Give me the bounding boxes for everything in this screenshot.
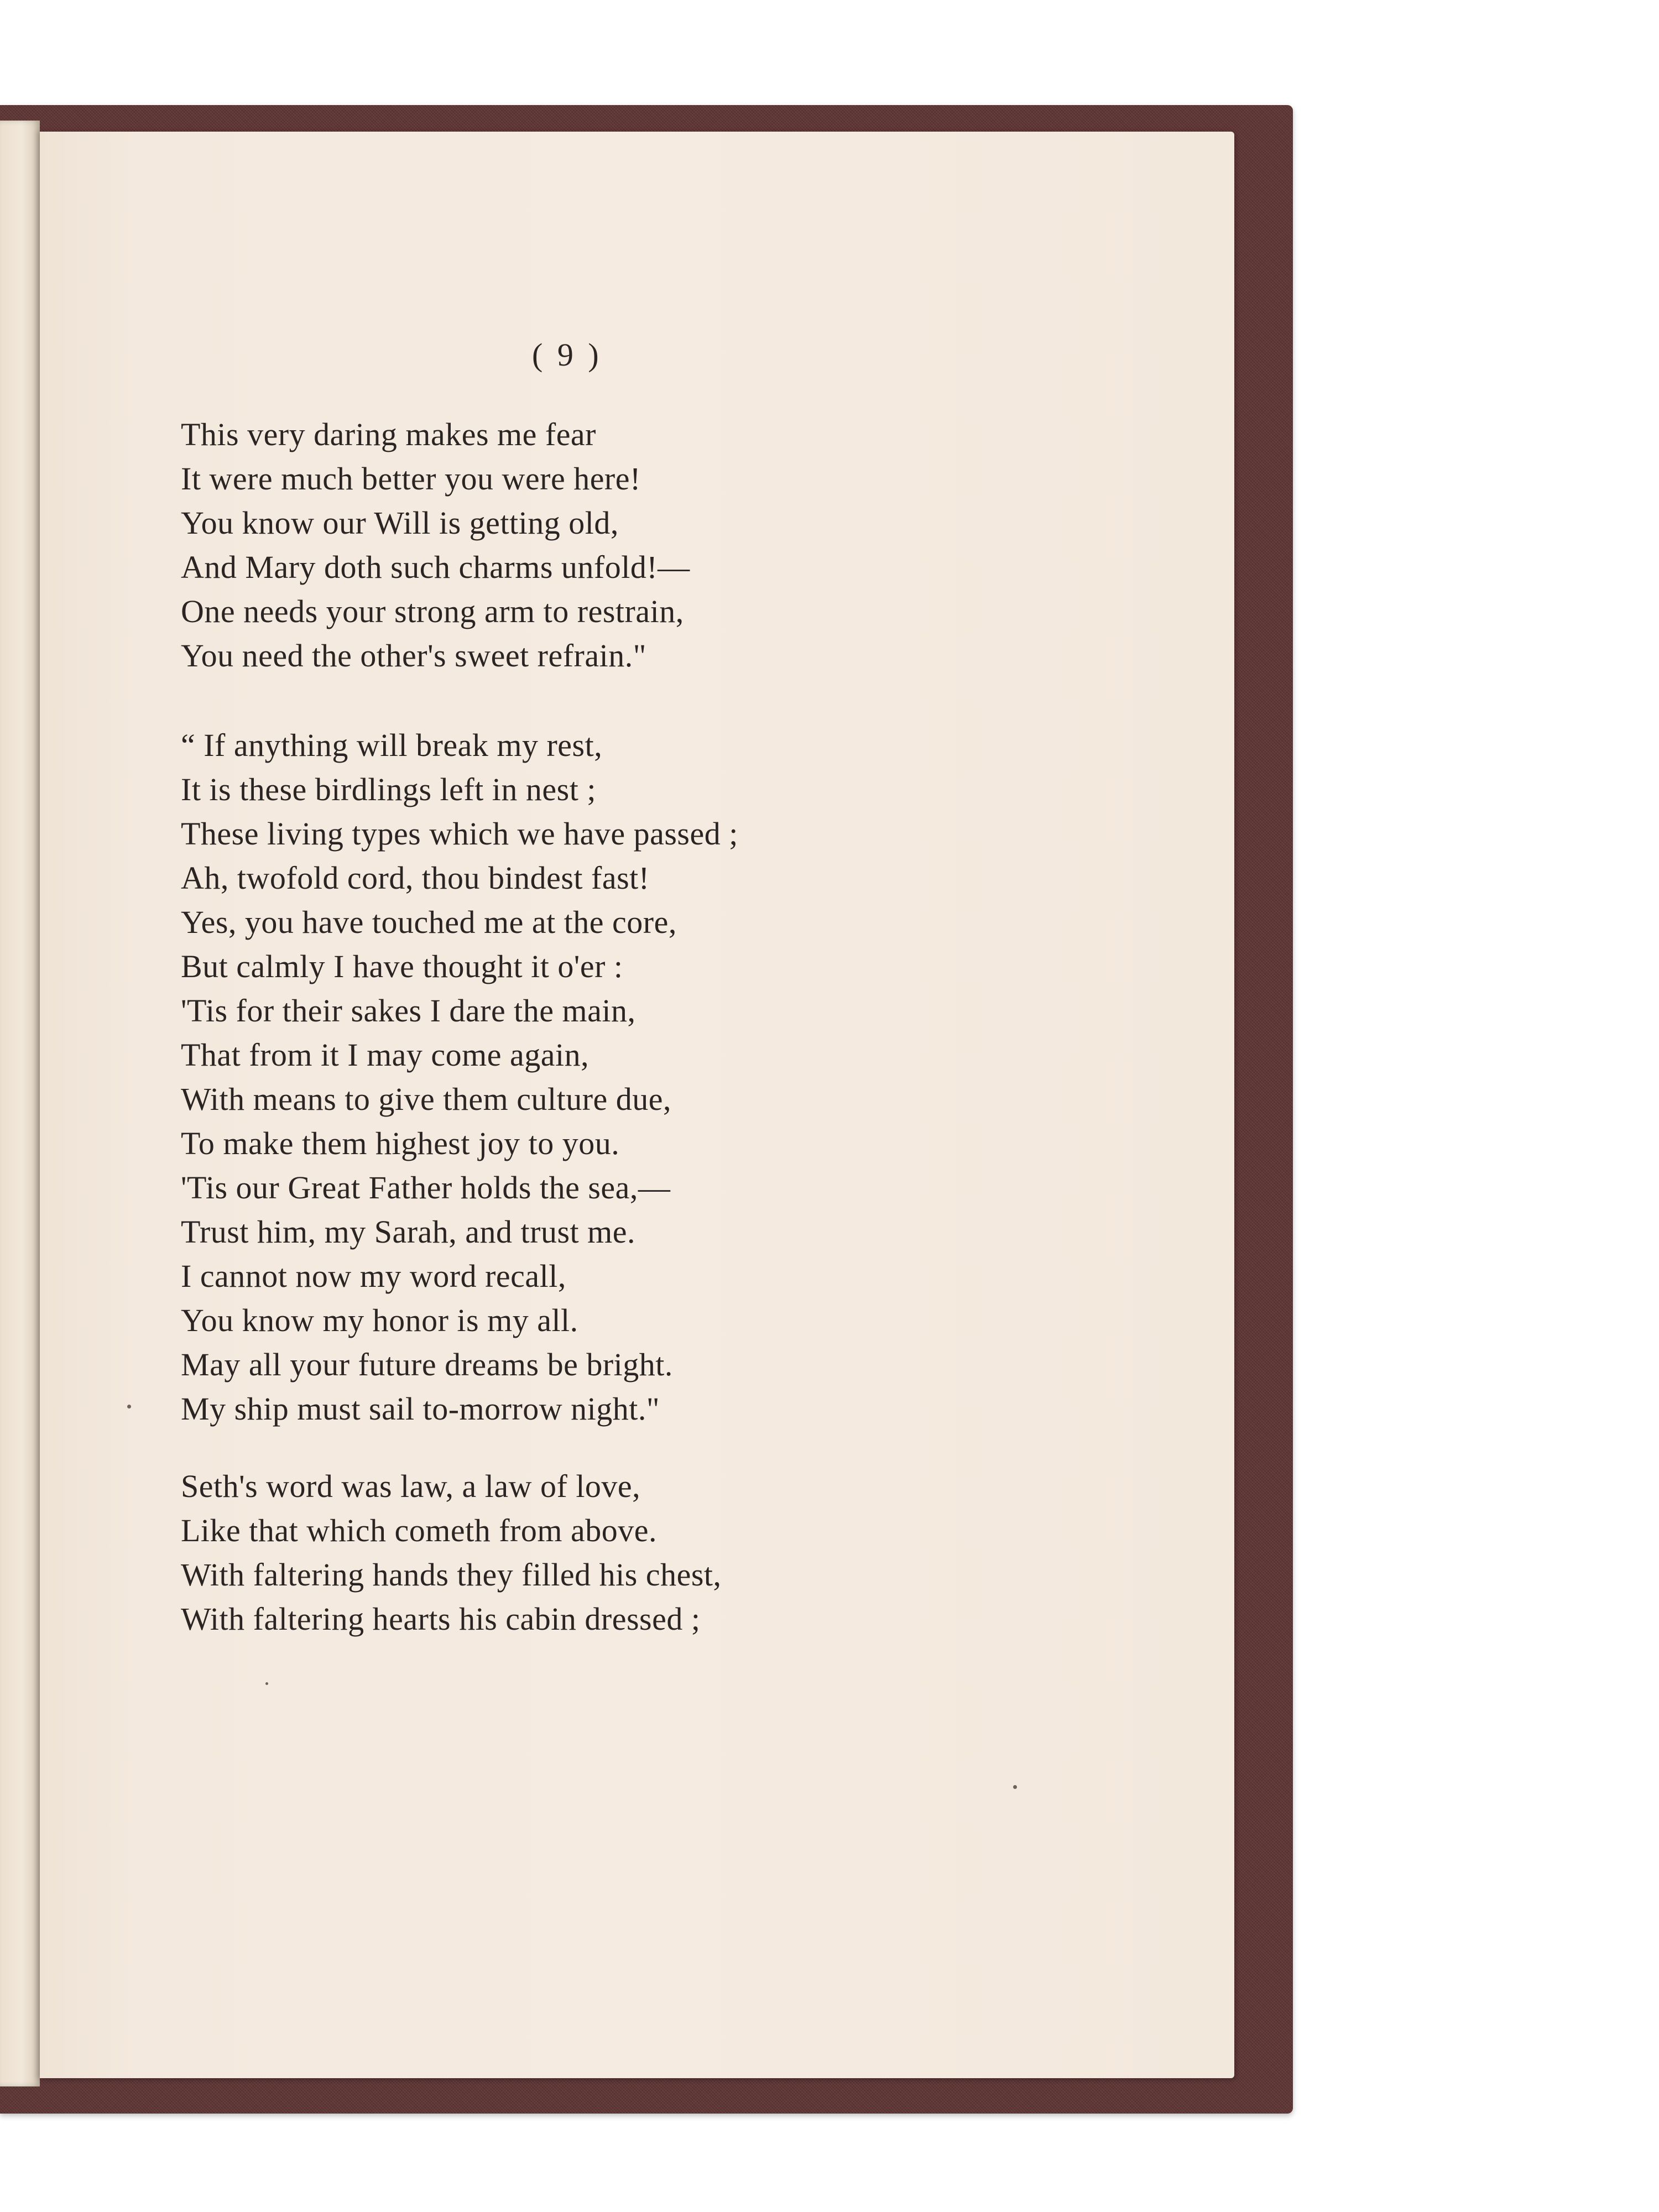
- verse-line: With means to give them culture due,: [181, 1081, 672, 1117]
- verse-line: 'Tis our Great Father holds the sea,—: [181, 1170, 671, 1206]
- facing-page-edge: [0, 121, 40, 2086]
- verse-line: With faltering hearts his cabin dressed ;: [181, 1601, 701, 1637]
- paper-speck: [265, 1682, 268, 1685]
- verse-line: One needs your strong arm to restrain,: [181, 593, 684, 629]
- verse-line: May all your future dreams be bright.: [181, 1347, 673, 1383]
- verse-line: With faltering hands they filled his chest,: [181, 1557, 722, 1593]
- verse-line: “ If anything will break my rest,: [181, 727, 603, 763]
- verse-line: And Mary doth such charms unfold!—: [181, 549, 690, 585]
- verse-line: You need the other's sweet refrain.": [181, 638, 646, 674]
- verse-line: Ah, twofold cord, thou bindest fast!: [181, 860, 650, 896]
- verse-line: These living types which we have passed ;: [181, 816, 738, 852]
- verse-line: My ship must sail to-morrow night.": [181, 1391, 660, 1427]
- paper-speck: [127, 1405, 131, 1408]
- verse-line: It were much better you were here!: [181, 461, 641, 497]
- stanza-1: [181, 413, 690, 678]
- verse-line: Seth's word was law, a law of love,: [181, 1468, 641, 1504]
- paper-speck: [1013, 1785, 1017, 1789]
- verse-line: It is these birdlings left in nest ;: [181, 771, 596, 807]
- verse-line: To make them highest joy to you.: [181, 1125, 620, 1161]
- verse-line: 'Tis for their sakes I dare the main,: [181, 993, 636, 1029]
- verse-line: You know my honor is my all.: [181, 1302, 578, 1338]
- page-number: ( 9 ): [532, 337, 602, 373]
- verse-line: I cannot now my word recall,: [181, 1258, 566, 1294]
- verse-line: Trust him, my Sarah, and trust me.: [181, 1214, 636, 1250]
- verse-line: That from it I may come again,: [181, 1037, 589, 1073]
- verse-line: This very daring makes me fear: [181, 416, 596, 452]
- verse-line: But calmly I have thought it o'er :: [181, 948, 623, 984]
- verse-line: You know our Will is getting old,: [181, 505, 619, 541]
- stanza-3: [181, 1464, 722, 1641]
- verse-line: Like that which cometh from above.: [181, 1512, 657, 1548]
- stanza-2: [181, 723, 738, 1431]
- verse-line: Yes, you have touched me at the core,: [181, 904, 677, 940]
- book-page: [40, 132, 1234, 2078]
